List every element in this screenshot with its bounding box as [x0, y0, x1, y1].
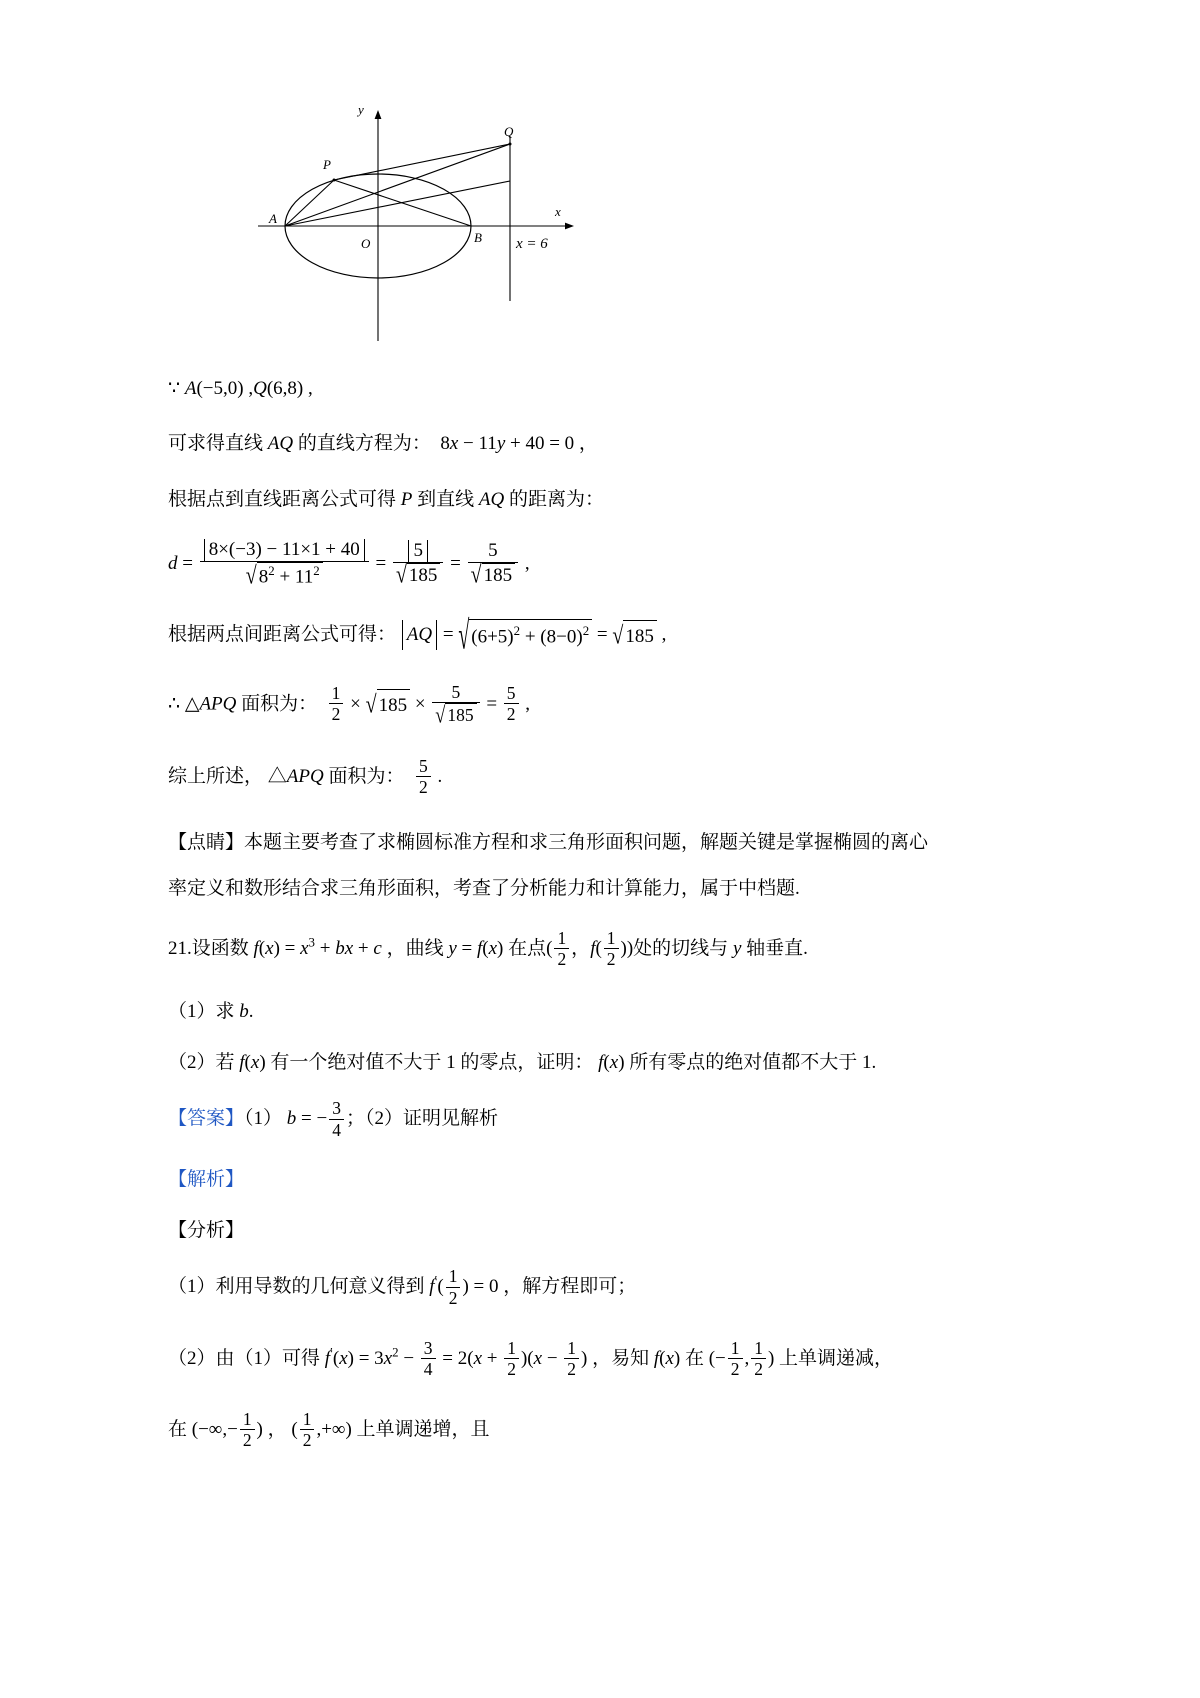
given-points-line: ∵ A(−5,0) ,Q(6,8) ,	[168, 378, 313, 399]
figure-label-x6: x = 6	[516, 236, 548, 252]
answer-label: 【答案】	[168, 1108, 245, 1130]
figure-label-P: P	[323, 157, 331, 172]
question-21-part-1: （1）求 b.	[168, 1000, 254, 1022]
analysis-step-3: 在 (−∞,− $\frac{1}{2}$ ) ， ( $\frac{1}{2}$ ,+∞) 上单调递增，且	[168, 1408, 490, 1450]
analysis-step-1: （1）利用导数的几何意义得到 f′( $\frac{1}{2}$ ) = 0 ，解方程即可；	[168, 1266, 637, 1308]
figure-label-A: A	[269, 211, 277, 226]
figure-label-B: B	[474, 230, 482, 245]
fenxi-label: 【分析】	[168, 1220, 245, 1242]
ellipse-diagram-svg	[248, 96, 668, 356]
line-aq-equation: 可求得直线 AQ 的直线方程为： 8x − 11y + 40 = 0 ，	[168, 433, 598, 455]
figure-label-Q: Q	[504, 124, 514, 139]
question-21-part-2: （2）若 f(x) 有一个绝对值不大于 1 的零点，证明： f(x) 所有零点的绝对值都不大于 1.	[168, 1051, 877, 1073]
two-point-distance: 根据两点间距离公式可得： AQ = √ $(6+5)^2 + (8-0)^2$ = √ 185 ,	[168, 614, 667, 659]
answer-line: 【答案】（1） b = − $\frac{3}{4}$ ；（2）证明见解析	[168, 1098, 498, 1140]
dianjing-line-2: 率定义和数形结合求三角形面积，考查了分析能力和计算能力，属于中档题.	[168, 877, 800, 899]
conclusion-line: 综上所述， △APQ 面积为： $\frac{5}{2}$ .	[168, 756, 443, 798]
document-content	[168, 96, 1048, 1477]
figure-label-O: O	[361, 236, 371, 251]
jiexi-label-text: 【解析】	[168, 1168, 245, 1190]
dianjing-line-1: 【点睛】本题主要考查了求椭圆标准方程和求三角形面积问题，解题关键是掌握椭圆的离心	[168, 832, 929, 854]
question-21-stem: 21.设函数 $f(x) = x^3$ + bx + c ，曲线 y = f(x) 在点( $\frac{1}{2}$ ，f( $\frac{1}{2}$ ))处的切线与 y 轴垂直.	[168, 928, 808, 970]
figure-label-x: x	[555, 204, 561, 219]
analysis-step-2: （2）由（1）可得 $f'(x) = 3x^2$ − $\frac{3}{4}$ = 2(x + $\frac{1}{2}$ )(x − $\frac{1}{2}$ ) ，易知 f(x) 在 (− $\frac{1}{2}$ , $\frac{1}{2}$ ) 上单调递减，	[168, 1337, 894, 1379]
jiexi-label	[168, 1165, 1048, 1194]
figure-label-y: y	[358, 102, 364, 117]
question-number: 21.	[168, 938, 192, 960]
ellipse-figure	[248, 96, 668, 356]
distance-intro: 根据点到直线距离公式可得 P 到直线 AQ 的距离为：	[168, 488, 604, 510]
area-formula: ∴ △APQ 面积为： $\frac{1}{2}$ × √ 185 × $\frac{5}{√ 185}$ = $\frac{5}{2}$ ,	[168, 681, 531, 728]
distance-formula: d = $\frac{8\times(-3) - 11\times 1 + 40}{√ 8^2 + 11^2}$ = $\frac{5}{√ 185}$ = $\frac{5}{√ 185}$ ,	[168, 539, 530, 591]
